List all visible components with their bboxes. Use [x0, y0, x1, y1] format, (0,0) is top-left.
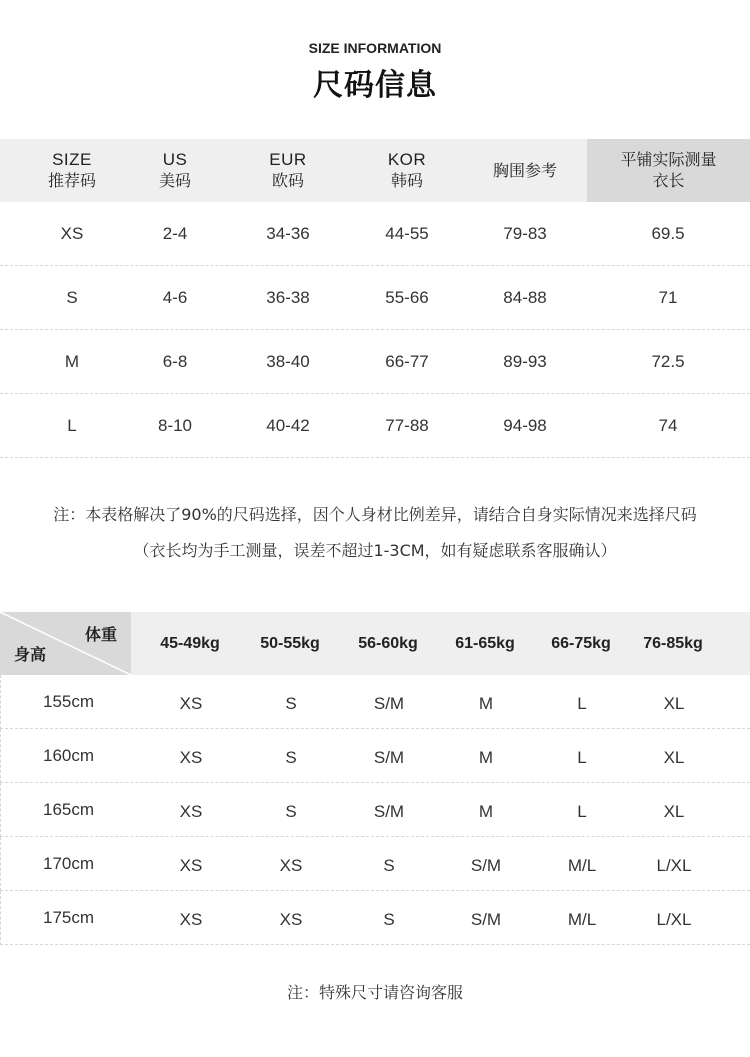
fit-cell: S	[285, 694, 297, 713]
header-eur	[228, 149, 348, 191]
fit-cell: S/M	[470, 910, 502, 929]
table-row	[0, 330, 750, 394]
header-eur-en: EUR	[269, 150, 307, 169]
corner-height-label: 身高	[14, 645, 47, 664]
size-table-header	[0, 139, 750, 202]
header-length-bottom: 衣长	[652, 171, 685, 190]
fit-cell: L	[577, 694, 587, 713]
page-title-en: SIZE INFORMATION	[308, 40, 442, 56]
fit-cell: M/L	[567, 910, 597, 929]
fit-cell: XL	[663, 748, 685, 767]
row-height: 165cm	[43, 800, 95, 819]
header-size-cn: 推荐码	[47, 171, 96, 190]
fit-cell: S/M	[373, 748, 405, 767]
cell-eur: 40-42	[266, 416, 310, 435]
measure-note: （衣长均为手工测量，误差不超过1-3CM，如有疑虑联系客服确认）	[133, 541, 617, 560]
cell-chest: 79-83	[503, 224, 547, 243]
cell-eur: 36-38	[266, 288, 310, 307]
fit-cell: XL	[663, 802, 685, 821]
weight-header: 45-49kg	[160, 635, 220, 652]
fit-cell: M	[478, 802, 494, 821]
fit-cell: XS	[179, 856, 203, 875]
header-chest	[465, 160, 585, 181]
fit-cell: XS	[179, 748, 203, 767]
cell-length: 74	[658, 416, 678, 435]
row-height: 160cm	[43, 746, 95, 765]
fit-cell: M/L	[567, 856, 597, 875]
cell-kor: 55-66	[385, 288, 429, 307]
header-kor-cn: 韩码	[390, 171, 423, 190]
corner-weight-label: 体重	[84, 625, 117, 644]
page-title-cn: 尺码信息	[313, 68, 437, 103]
fit-cell: XS	[179, 910, 203, 929]
cell-size: XS	[60, 224, 84, 243]
fit-cell: L/XL	[656, 856, 692, 875]
fit-cell: XS	[279, 910, 303, 929]
cell-chest: 84-88	[503, 288, 547, 307]
header-chest-cn: 胸围参考	[492, 161, 557, 180]
special-size-note: 注：特殊尺寸请咨询客服	[286, 983, 463, 1002]
header-eur-cn: 欧码	[271, 171, 304, 190]
header-length	[587, 139, 750, 202]
cell-us: 4-6	[162, 288, 188, 307]
cell-eur: 38-40	[266, 352, 310, 371]
cell-us: 8-10	[157, 416, 193, 435]
fit-cell: XS	[279, 856, 303, 875]
weight-header: 61-65kg	[455, 635, 515, 652]
cell-size: M	[64, 352, 80, 371]
table-row	[0, 202, 750, 266]
cell-eur: 34-36	[266, 224, 310, 243]
table-row	[0, 675, 750, 729]
table-row	[0, 266, 750, 330]
cell-chest: 94-98	[503, 416, 547, 435]
header-us-cn: 美码	[158, 171, 191, 190]
table-row	[0, 783, 750, 837]
cell-length: 72.5	[651, 352, 685, 371]
table-row	[0, 891, 750, 945]
cell-size: S	[66, 288, 78, 307]
fit-cell: S/M	[470, 856, 502, 875]
weight-header: 50-55kg	[260, 635, 320, 652]
fit-cell: L	[577, 748, 587, 767]
fit-cell: XS	[179, 694, 203, 713]
header-us	[115, 149, 235, 191]
header-size-en: SIZE	[52, 150, 92, 169]
weight-header: 76-85kg	[643, 635, 703, 652]
fit-cell: S/M	[373, 694, 405, 713]
size-note: 注：本表格解决了90%的尺码选择，因个人身材比例差异，请结合自身实际情况来选择尺码	[53, 505, 697, 524]
header-kor-en: KOR	[387, 150, 427, 169]
table-row	[0, 729, 750, 783]
row-height: 170cm	[43, 854, 95, 873]
fit-table-header	[0, 612, 750, 675]
fit-cell: S	[285, 802, 297, 821]
fit-cell: S	[285, 748, 297, 767]
row-height: 175cm	[43, 908, 95, 927]
row-height: 155cm	[43, 692, 95, 711]
fit-cell: L	[577, 802, 587, 821]
cell-length: 69.5	[651, 224, 685, 243]
cell-kor: 66-77	[385, 352, 429, 371]
fit-cell: M	[478, 694, 494, 713]
cell-size: L	[67, 416, 77, 435]
fit-cell: L/XL	[656, 910, 692, 929]
weight-header: 66-75kg	[551, 635, 611, 652]
cell-us: 6-8	[162, 352, 188, 371]
fit-cell: S	[383, 910, 395, 929]
fit-cell: S	[383, 856, 395, 875]
fit-cell: XS	[179, 802, 203, 821]
header-kor	[347, 149, 467, 191]
table-row	[0, 394, 750, 458]
cell-kor: 77-88	[385, 416, 429, 435]
header-length-top: 平铺实际测量	[620, 150, 717, 169]
fit-cell: XL	[663, 694, 685, 713]
fit-cell: S/M	[373, 802, 405, 821]
cell-length: 71	[658, 288, 678, 307]
corner-cell	[0, 612, 131, 675]
cell-kor: 44-55	[385, 224, 429, 243]
fit-cell: M	[478, 748, 494, 767]
weight-header: 56-60kg	[358, 635, 418, 652]
cell-chest: 89-93	[503, 352, 547, 371]
header-size	[12, 149, 132, 191]
cell-us: 2-4	[162, 224, 188, 243]
fit-table	[0, 612, 750, 945]
table-row	[0, 837, 750, 891]
header-us-en: US	[162, 150, 188, 169]
size-table	[0, 139, 750, 458]
